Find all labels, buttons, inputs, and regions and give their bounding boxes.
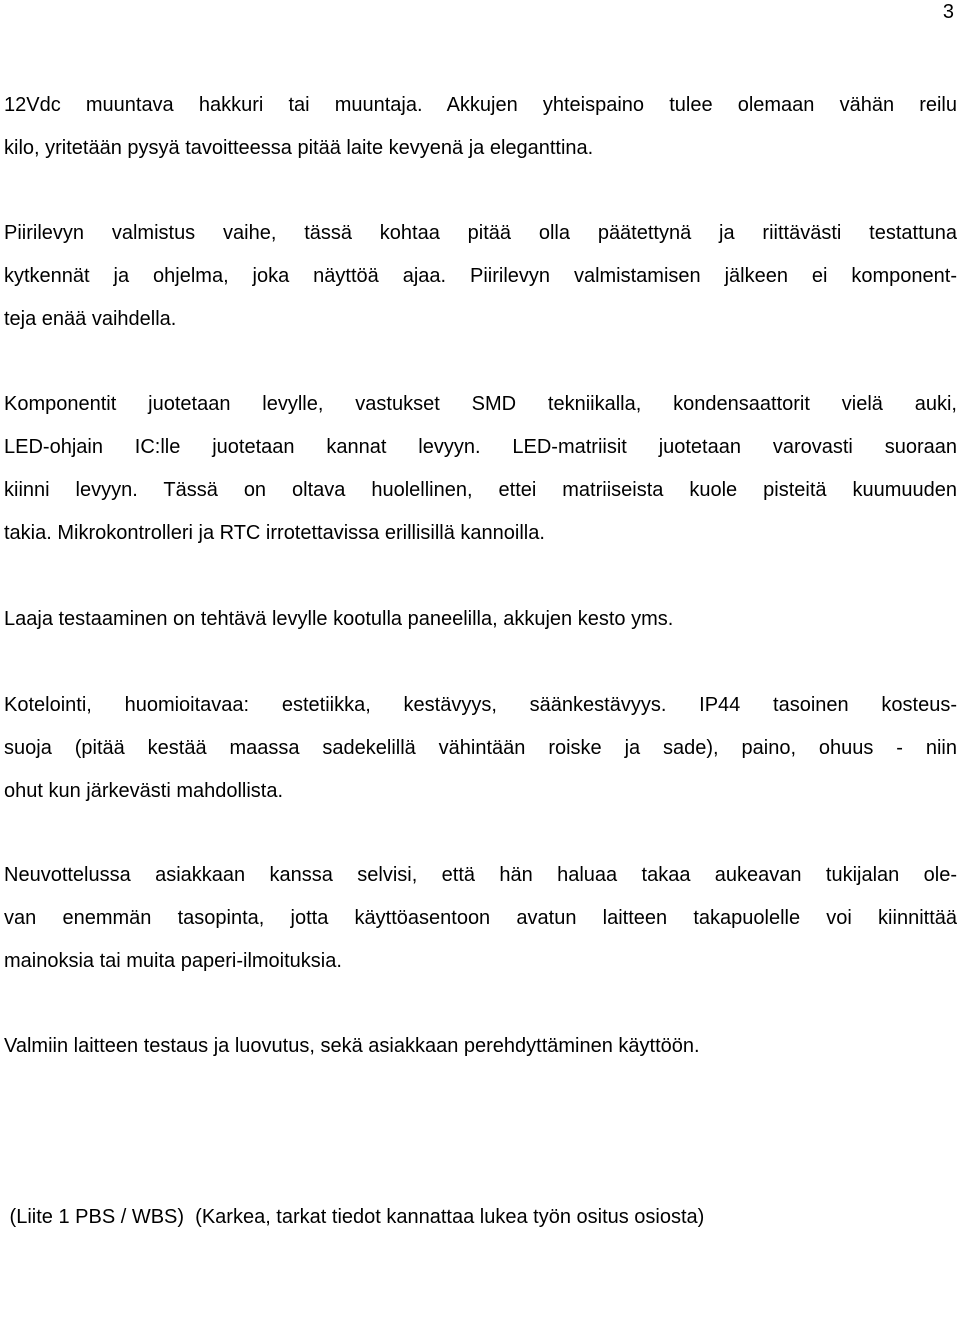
paragraph-negotiation xyxy=(4,854,957,983)
paragraph-delivery xyxy=(4,1025,957,1068)
paragraph-enclosure xyxy=(4,684,957,813)
text-line: Piirilevyn valmistus vaihe, tässä kohtaa pitää olla päätettynä ja riittävästi testattuna xyxy=(4,222,957,244)
text-line: 12Vdc muuntava hakkuri tai muuntaja. Akkujen yhteispaino tulee olemaan vähän reilu xyxy=(4,94,957,116)
text-line: mainoksia tai muita paperi-ilmoituksia. xyxy=(4,950,342,972)
text-line: suoja (pitää kestää maassa sadekelillä vähintään roiske ja sade), paino, ohuus - niin xyxy=(4,737,957,759)
text-line: takia. Mikrokontrolleri ja RTC irrotettavissa erillisillä kannoilla. xyxy=(4,522,545,544)
text-line: Laaja testaaminen on tehtävä levylle kootulla paneelilla, akkujen kesto yms. xyxy=(4,608,674,630)
text-line: kytkennät ja ohjelma, joka näyttöä ajaa. Piirilevyn valmistamisen jälkeen ei komponent- xyxy=(4,265,957,287)
paragraph-appendix-reference xyxy=(4,1110,957,1325)
paragraph-power-supply xyxy=(4,84,957,170)
paragraph-testing xyxy=(4,598,957,641)
text-line: ohut kun järkevästi mahdollista. xyxy=(4,780,284,802)
text-line: kiinni levyyn. Tässä on oltava huolellinen, ettei matriiseista kuole pisteitä kuumuuden xyxy=(4,479,957,501)
text-line: Valmiin laitteen testaus ja luovutus, sekä asiakkaan perehdyttäminen käyttöön. xyxy=(4,1035,700,1057)
paragraph-soldering xyxy=(4,383,957,555)
text-line: LED-ohjain IC:lle juotetaan kannat levyyn. LED-matriisit juotetaan varovasti suoraan xyxy=(4,436,957,458)
page-number: 3 xyxy=(942,1,954,23)
text-line: (Liite 1 PBS / WBS) (Karkea, tarkat tiedot kannattaa lukea työn ositus osiosta) xyxy=(4,1206,705,1228)
text-line: Neuvottelussa asiakkaan kanssa selvisi, että hän haluaa takaa aukeavan tukijalan ole- xyxy=(4,864,957,886)
text-line: kilo, yritetään pysyä tavoitteessa pitää laite kevyenä ja eleganttina. xyxy=(4,137,594,159)
text-line: Kotelointi, huomioitavaa: estetiikka, kestävyys, säänkestävyys. IP44 tasoinen kosteus- xyxy=(4,694,957,716)
text-line: Komponentit juotetaan levylle, vastukset SMD tekniikalla, kondensaattorit vielä auki, xyxy=(4,393,957,415)
paragraph-pcb-manufacturing xyxy=(4,212,957,341)
text-line: van enemmän tasopinta, jotta käyttöasentoon avatun laitteen takapuolelle voi kiinnittää xyxy=(4,907,957,929)
text-line: teja enää vaihdella. xyxy=(4,308,177,330)
